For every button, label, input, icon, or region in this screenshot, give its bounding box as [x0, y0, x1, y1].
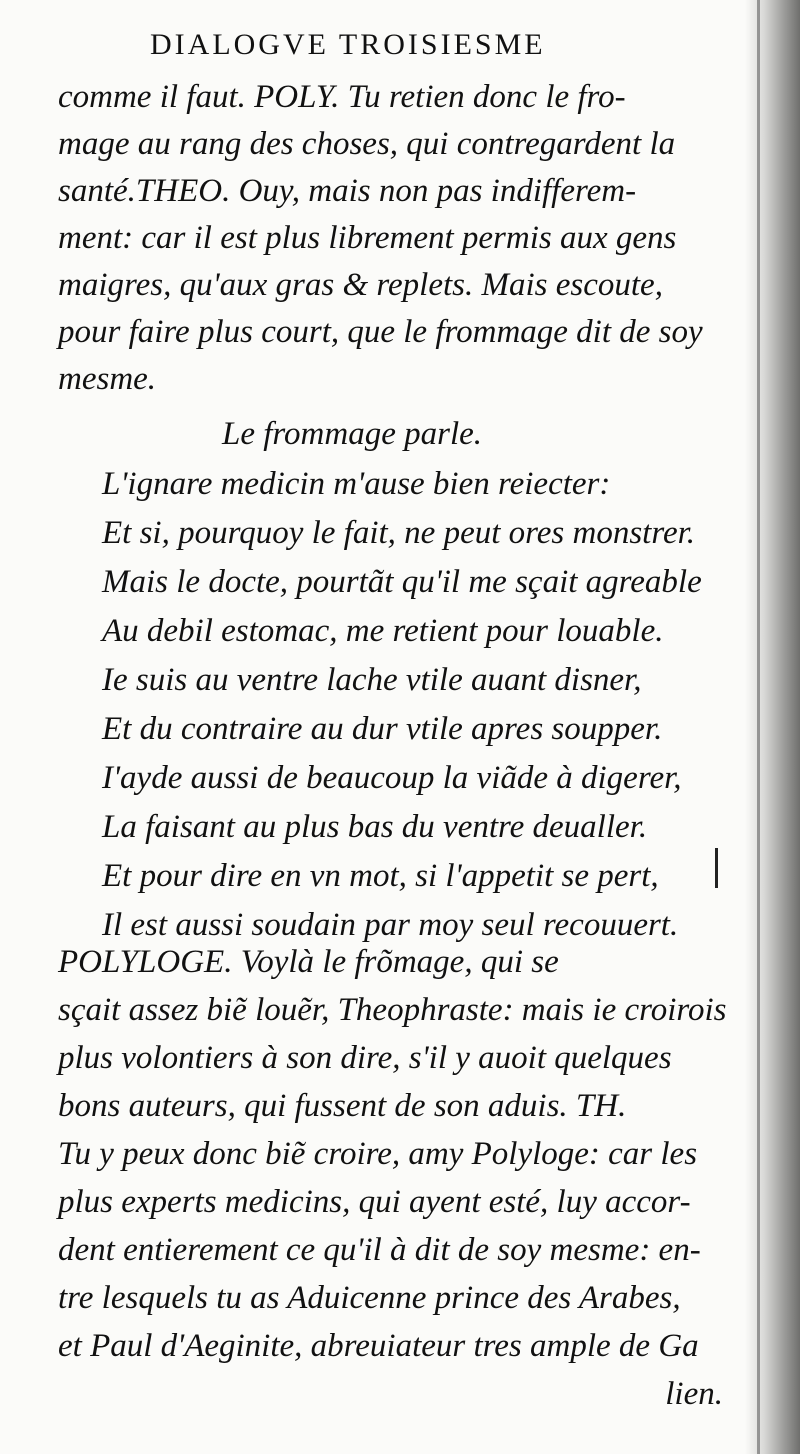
text-line-last: lien.: [665, 1376, 723, 1412]
running-header: DIALOGVE TROISIESME: [150, 28, 546, 61]
verse-line: I'ayde aussi de beaucoup la viãde à digerer,: [102, 760, 682, 796]
text-line: ment: car il est plus librement permis aux gens: [58, 220, 677, 256]
verse-line: Et si, pourquoy le fait, ne peut ores monstrer.: [102, 515, 696, 551]
prose-top: [58, 74, 748, 403]
prose-bottom: [58, 938, 748, 1418]
margin-bar: [715, 848, 718, 888]
text-line: bons auteurs, qui fussent de son aduis. TH.: [58, 1088, 627, 1124]
text-line: tre lesquels tu as Aduicenne prince des Arabes,: [58, 1280, 681, 1316]
verse-line: Au debil estomac, me retient pour louable.: [102, 613, 664, 649]
text-line: maigres, qu'aux gras & replets. Mais escoute,: [58, 267, 663, 303]
verse-line: L'ignare medicin m'ause bien reiecter:: [102, 466, 611, 502]
text-line: mage au rang des choses, qui contregardent la: [58, 126, 676, 162]
text-line: plus experts medicins, qui ayent esté, luy accor-: [58, 1184, 691, 1220]
verse-line: Et du contraire au dur vtile apres soupper.: [102, 711, 663, 747]
binding-edge-line: [757, 0, 760, 1454]
verse-line: Et pour dire en vn mot, si l'appetit se pert,: [102, 858, 659, 894]
verse-line: La faisant au plus bas du ventre deualler.: [102, 809, 648, 845]
page-edge-shadow: [745, 0, 800, 1454]
text-line: sçait assez biẽ louẽr, Theophraste: mais ie croirois: [58, 992, 727, 1028]
poem-title: Le frommage parle.: [222, 416, 483, 452]
text-line: santé.THEO. Ouy, mais non pas indifferem-: [58, 173, 637, 209]
verse-line: Ie suis au ventre lache vtile auant disner,: [102, 662, 642, 698]
verse-line: Mais le docte, pourtãt qu'il me sçait agreable: [102, 564, 702, 600]
text-line: dent entierement ce qu'il à dit de soy mesme: en-: [58, 1232, 701, 1268]
text-line: et Paul d'Aeginite, abreuiateur tres ample de Ga: [58, 1328, 699, 1364]
text-line: POLYLOGE. Voylà le frõmage, qui se: [58, 944, 559, 980]
text-line: Tu y peux donc biẽ croire, amy Polyloge: car les: [58, 1136, 698, 1172]
verse-line: Il est aussi soudain par moy seul recouuert.: [102, 907, 679, 943]
text-line: comme il faut. POLY. Tu retien donc le fro-: [58, 79, 626, 115]
text-line: pour faire plus court, que le frommage dit de soy: [58, 314, 703, 350]
text-line: plus volontiers à son dire, s'il y auoit quelques: [58, 1040, 672, 1076]
poem-verse: [102, 460, 752, 950]
text-line: mesme.: [58, 361, 157, 397]
